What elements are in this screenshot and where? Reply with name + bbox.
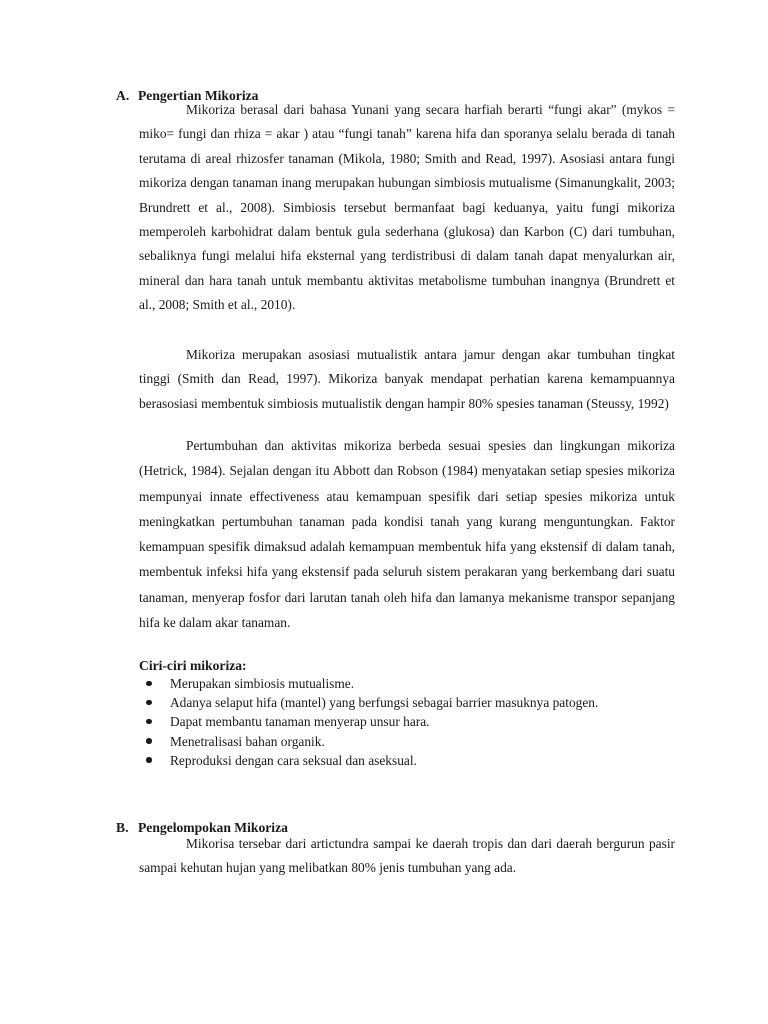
section-b-title: Pengelompokan Mikoriza [138,820,288,835]
section-a-letter: A. [116,88,130,103]
list-item [139,751,699,770]
list-item-text: Menetralisasi bahan organik. [170,733,325,749]
section-a-paragraph-3: Pertumbuhan dan aktivitas mikoriza berbeda sesuai spesies dan lingkungan mikoriza (Hetrick, 1984). Sejalan dengan itu Abbott dan Robson (1984) menyatakan setiap spesies mikoriza mempunyai innate effectiveness atau kemampuan spesifik dari setiap spesies mikoriza untuk meningkatkan pertumbuhan tanaman pada kondisi tanah yang kurang menguntungkan. Faktor kemampuan spesifik dimaksud adalah kemampuan membentuk hifa yang ekstensif di dalam tanah, membentuk infeksi hifa yang ekstensif pada seluruh sistem perakaran yang berkembang dari suatu tanaman, menyerap fosfor dari larutan tanah oleh hifa dan lamanya mekanisme transpor sepanjang hifa ke dalam akar tanaman. [139,438,675,631]
section-b-letter: B. [116,820,129,835]
bullet-icon [146,738,152,744]
ciri-list [139,674,699,770]
list-item [139,712,699,731]
section-a-title: Pengertian Mikoriza [138,88,259,103]
section-a-paragraph-2: Mikoriza merupakan asosiasi mutualistik antara jamur dengan akar tumbuhan tingkat tinggi (Smith dan Read, 1997). Mikoriza banyak mendapat perhatian karena kemampuannya berasosiasi membentuk simbiosis mutualistik dengan hampir 80% spesies tanaman (Steussy, 1992) [139,347,675,411]
list-item [139,732,699,751]
bullet-icon [146,757,152,763]
list-item [139,693,699,712]
section-b-paragraph-1: Mikorisa tersebar dari artictundra sampai ke daerah tropis dan dari daerah bergurun pasir sampai kehutan hujan yang melibatkan 80% jenis tumbuhan yang ada. [139,836,675,876]
section-a-paragraph-1: Mikoriza berasal dari bahasa Yunani yang secara harfiah berarti “fungi akar” (mykos = miko= fungi dan rhiza = akar ) atau “fungi tanah” karena hifa dan sporanya selalu berada di tanah terutama di areal rhizosfer tanaman (Mikola, 1980; Smith and Read, 1997). Asosiasi antara fungi mikoriza dengan tanaman inang merupakan hubungan simbiosis mutualisme (Simanungkalit, 2003; Brundrett et al., 2008). Simbiosis tersebut bermanfaat bagi keduanya, yaitu fungi mikoriza memperoleh karbohidrat dalam bentuk gula sederhana (glukosa) dan Karbon (C) dari tumbuhan, sebaliknya fungi melalui hifa eksternal yang terdistribusi di dalam tanah dapat menyalurkan air, mineral dan hara tanah untuk membantu aktivitas metabolisme tumbuhan inangnya (Brundrett et al., 2008; Smith et al., 2010). [139,102,675,313]
bullet-icon [146,681,152,687]
list-item-text: Reproduksi dengan cara seksual dan aseksual. [170,752,417,768]
list-item-text: Adanya selaput hifa (mantel) yang berfungsi sebagai barrier masuknya patogen. [170,695,599,711]
list-item [139,674,699,693]
ciri-heading: Ciri-ciri mikoriza: [139,658,247,673]
bullet-icon [146,700,152,706]
bullet-icon [146,719,152,725]
list-item-text: Dapat membantu tanaman menyerap unsur hara. [170,714,430,730]
list-item-text: Merupakan simbiosis mutualisme. [170,676,355,691]
